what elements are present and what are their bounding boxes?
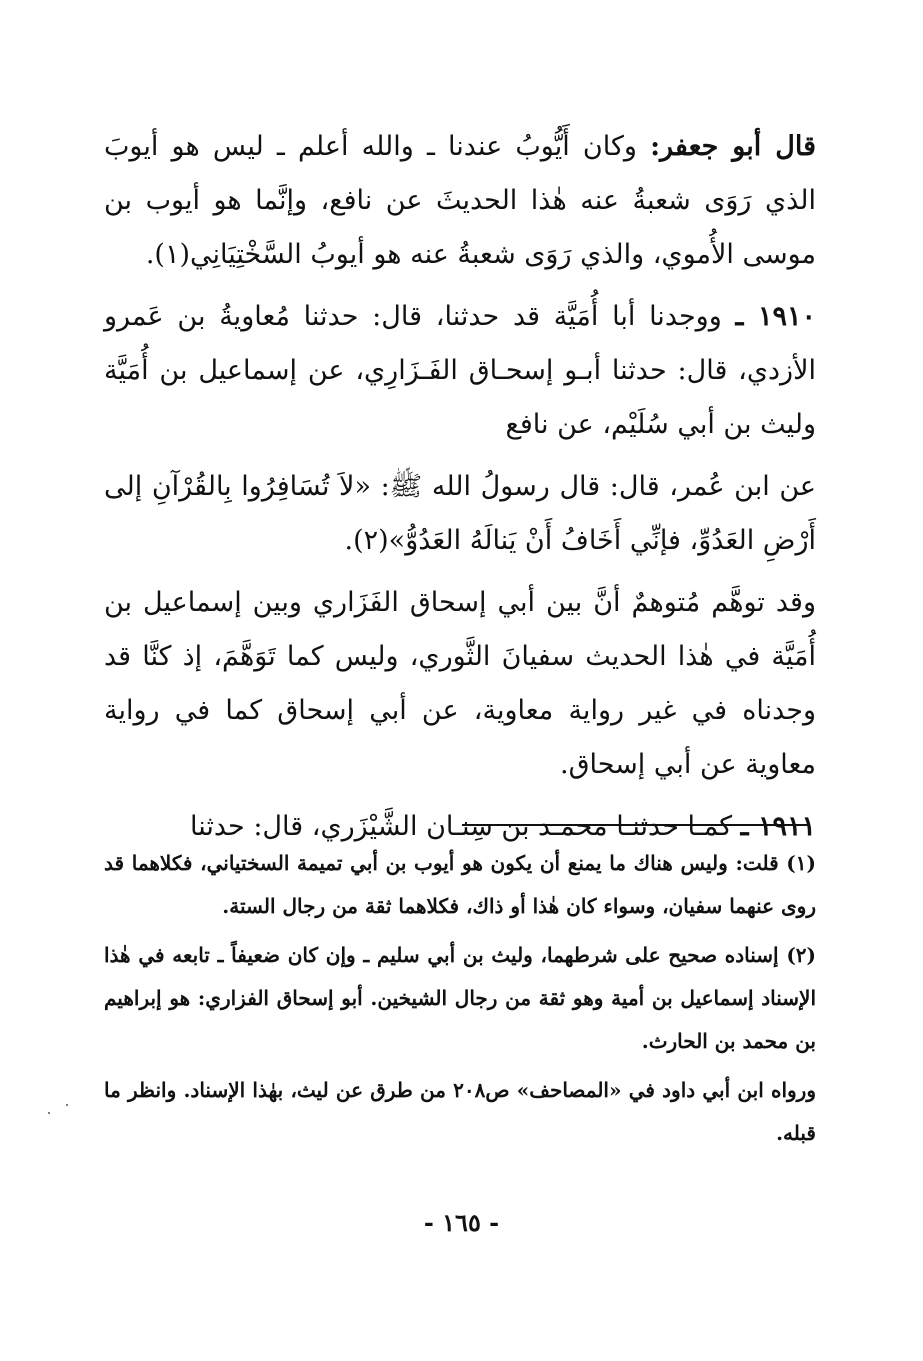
footnote-2: (٢) إسناده صحيح على شرطهما، وليث بن أبي سليم ـ وإن كان ضعيفاً ـ تابعه في هٰذا الإسناد إسماعيل بن أمية وهو ثقة من رجال الشيخين. أبو إسحاق الفزاري: هو إبراهيم بن محمد بن الحارث. <box>104 943 816 1053</box>
paragraph-2-body: ووجدنا أبا أُمَيَّة قد حدثنا، قال: حدثنا مُعاويةُ بن عَمرو الأزدي، قال: حدثنا أبـو إسحـاق الفَـزَارِي، عن إسماعيل بن أُمَيَّة وليث بن أبي سُلَيْم، عن نافع <box>104 301 816 440</box>
footnote-1: (١) قلت: وليس هناك ما يمنع أن يكون هو أيوب بن أبي تميمة السختياني، فكلاهما قد روى عنهما سفيان، وسواء كان هٰذا أو ذاك، فكلاهما ثقة من رجال الستة. <box>104 851 816 918</box>
paragraph-4 <box>104 576 816 792</box>
footnote-2-continued: ورواه ابن أبي داود في «المصاحف» ص٢٠٨ من طرق عن ليث، بهٰذا الإسناد. وانظر ما قبله. <box>104 1078 816 1145</box>
main-text-block <box>104 120 816 862</box>
paragraph-3-body: عن ابن عُمر، قال: قال رسولُ الله ﷺ: «لاَ تُسَافِرُوا بِالقُرْآنِ إلى أَرْضِ العَدُوِّ، فإنِّي أَخَافُ أَنْ يَنالَهُ العَدُوُّ»(٢). <box>104 471 816 556</box>
paragraph-1 <box>104 120 816 282</box>
footnotes-block <box>104 842 816 1161</box>
scan-speck <box>48 1112 50 1114</box>
paragraph-4-body: وقد توهَّم مُتوهمٌ أنَّ بين أبي إسحاق الفَزَاري وبين إسماعيل بن أُمَيَّة في هٰذا الحديث سفيانَ الثَّوري، وليس كما تَوَهَّمَ، إذ كنَّا قد وجدناه في غير رواية معاوية، عن أبي إسحاق كما في رواية معاوية عن أبي إسحاق. <box>104 587 816 780</box>
page-number: - ١٦٥ - <box>423 1208 500 1237</box>
paragraph-1-body: وكان أَيُّوبُ عندنا ـ والله أعلم ـ ليس هو أيوبَ الذي رَوَى شعبةُ عنه هٰذا الحديثَ عن نافع، وإنَّما هو أيوب بن موسى الأُموي، والذي رَوَى شعبةُ عنه هو أيوبُ السَّخْتِيَانِي(١). <box>104 131 816 270</box>
paragraph-3 <box>104 460 816 568</box>
scan-speck <box>66 1104 68 1106</box>
paragraph-1-lead: قال أبو جعفر: <box>650 131 816 162</box>
hadith-number-1910: ١٩١٠ ـ <box>735 301 816 332</box>
footnote-divider <box>462 824 810 826</box>
hadith-number-1911: ١٩١١ ـ <box>740 811 816 842</box>
paragraph-5-body: كمـا حدثنـا محمـد بن سِنـان الشَّيْزَري، قال: حدثنا <box>190 811 733 842</box>
paragraph-2 <box>104 290 816 452</box>
